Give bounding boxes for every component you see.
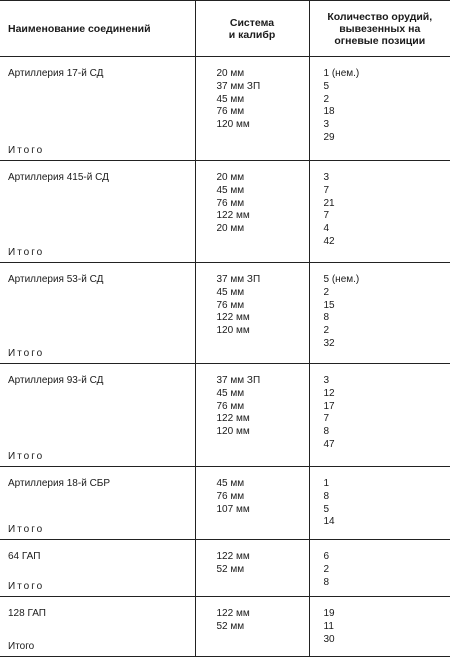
system-value: 20 мм	[217, 172, 309, 185]
system-value: 120 мм	[217, 325, 309, 338]
count-value: 7	[324, 185, 450, 198]
system-cell	[195, 364, 309, 467]
table-row	[0, 364, 450, 467]
system-value: 76 мм	[217, 198, 309, 211]
count-value: 7	[324, 210, 450, 223]
system-value: 45 мм	[217, 388, 309, 401]
system-value: 120 мм	[217, 426, 309, 439]
header-count-line: вывезенных на	[310, 23, 450, 35]
total-value: 30	[324, 634, 450, 647]
system-value: 76 мм	[217, 300, 309, 313]
table-row	[0, 263, 450, 364]
unit-name: Артиллерия 18-й СБР	[8, 478, 195, 491]
system-value: 52 мм	[217, 564, 309, 577]
unit-name: Артиллерия 53-й СД	[8, 274, 195, 287]
count-value: 2	[324, 325, 450, 338]
count-value: 7	[324, 413, 450, 426]
system-value: 122 мм	[217, 413, 309, 426]
total-label: Итого	[8, 348, 195, 361]
count-cell	[309, 467, 450, 540]
system-value: 76 мм	[217, 106, 309, 119]
count-value: 2	[324, 94, 450, 107]
system-value: 37 мм ЗП	[217, 375, 309, 388]
count-value: 2	[324, 564, 450, 577]
total-label: Итого	[8, 145, 195, 158]
table-row	[0, 597, 450, 657]
count-value: 5	[324, 504, 450, 517]
count-value: 4	[324, 223, 450, 236]
total-value: 47	[324, 439, 450, 452]
system-value: 45 мм	[217, 287, 309, 300]
system-value: 45 мм	[217, 185, 309, 198]
system-value: 76 мм	[217, 401, 309, 414]
header-count	[309, 1, 450, 57]
count-value: 2	[324, 287, 450, 300]
system-value: 37 мм ЗП	[217, 81, 309, 94]
system-value: 122 мм	[217, 210, 309, 223]
system-value: 122 мм	[217, 551, 309, 564]
count-value: 17	[324, 401, 450, 414]
unit-name: Артиллерия 93-й СД	[8, 375, 195, 388]
total-value: 14	[324, 516, 450, 529]
count-cell	[309, 540, 450, 597]
table-header-row	[0, 1, 450, 57]
header-system-line: Система	[196, 17, 309, 29]
unit-cell	[0, 467, 195, 540]
system-value: 45 мм	[217, 478, 309, 491]
header-count-line: Количество орудий,	[310, 11, 450, 23]
count-value: 5 (нем.)	[324, 274, 450, 287]
unit-cell	[0, 263, 195, 364]
count-cell	[309, 263, 450, 364]
total-label: Итого	[8, 581, 195, 594]
header-system	[195, 1, 309, 57]
system-value: 20 мм	[217, 223, 309, 236]
unit-cell	[0, 161, 195, 263]
count-value: 1 (нем.)	[324, 68, 450, 81]
count-cell	[309, 161, 450, 263]
header-system-line: и калибр	[196, 29, 309, 41]
table-row	[0, 467, 450, 540]
total-label: Итого	[8, 524, 195, 537]
system-value: 120 мм	[217, 119, 309, 132]
count-value: 3	[324, 172, 450, 185]
count-value: 5	[324, 81, 450, 94]
count-value: 8	[324, 426, 450, 439]
total-value: 32	[324, 338, 450, 351]
system-cell	[195, 263, 309, 364]
unit-name: 128 ГАП	[8, 608, 195, 621]
count-value: 15	[324, 300, 450, 313]
system-cell	[195, 57, 309, 161]
count-value: 3	[324, 119, 450, 132]
count-value: 3	[324, 375, 450, 388]
count-value: 12	[324, 388, 450, 401]
unit-cell	[0, 597, 195, 657]
count-value: 19	[324, 608, 450, 621]
system-value: 20 мм	[217, 68, 309, 81]
total-label: Итого	[8, 247, 195, 260]
total-label: Итого	[8, 641, 195, 654]
count-cell	[309, 364, 450, 467]
system-value: 122 мм	[217, 608, 309, 621]
system-cell	[195, 161, 309, 263]
unit-cell	[0, 540, 195, 597]
unit-name: Артиллерия 17-й СД	[8, 68, 195, 81]
system-value: 37 мм ЗП	[217, 274, 309, 287]
unit-cell	[0, 364, 195, 467]
total-value: 42	[324, 236, 450, 249]
count-value: 21	[324, 198, 450, 211]
system-value: 76 мм	[217, 491, 309, 504]
header-name	[0, 1, 195, 57]
total-value: 29	[324, 132, 450, 145]
header-count-line: огневые позиции	[310, 35, 450, 47]
system-value: 45 мм	[217, 94, 309, 107]
system-value: 52 мм	[217, 621, 309, 634]
count-cell	[309, 597, 450, 657]
count-value: 8	[324, 312, 450, 325]
count-value: 6	[324, 551, 450, 564]
table-row	[0, 161, 450, 263]
count-cell	[309, 57, 450, 161]
header-name-text: Наименование соединений	[8, 23, 151, 35]
system-cell	[195, 540, 309, 597]
unit-name: 64 ГАП	[8, 551, 195, 564]
table-row	[0, 57, 450, 161]
count-value: 1	[324, 478, 450, 491]
system-cell	[195, 597, 309, 657]
total-value: 8	[324, 577, 450, 590]
unit-cell	[0, 57, 195, 161]
count-value: 11	[324, 621, 450, 634]
system-cell	[195, 467, 309, 540]
system-value: 122 мм	[217, 312, 309, 325]
count-value: 18	[324, 106, 450, 119]
unit-name: Артиллерия 415-й СД	[8, 172, 195, 185]
count-value: 8	[324, 491, 450, 504]
system-value: 107 мм	[217, 504, 309, 517]
table-row	[0, 540, 450, 597]
total-label: Итого	[8, 451, 195, 464]
table-body	[0, 57, 450, 657]
